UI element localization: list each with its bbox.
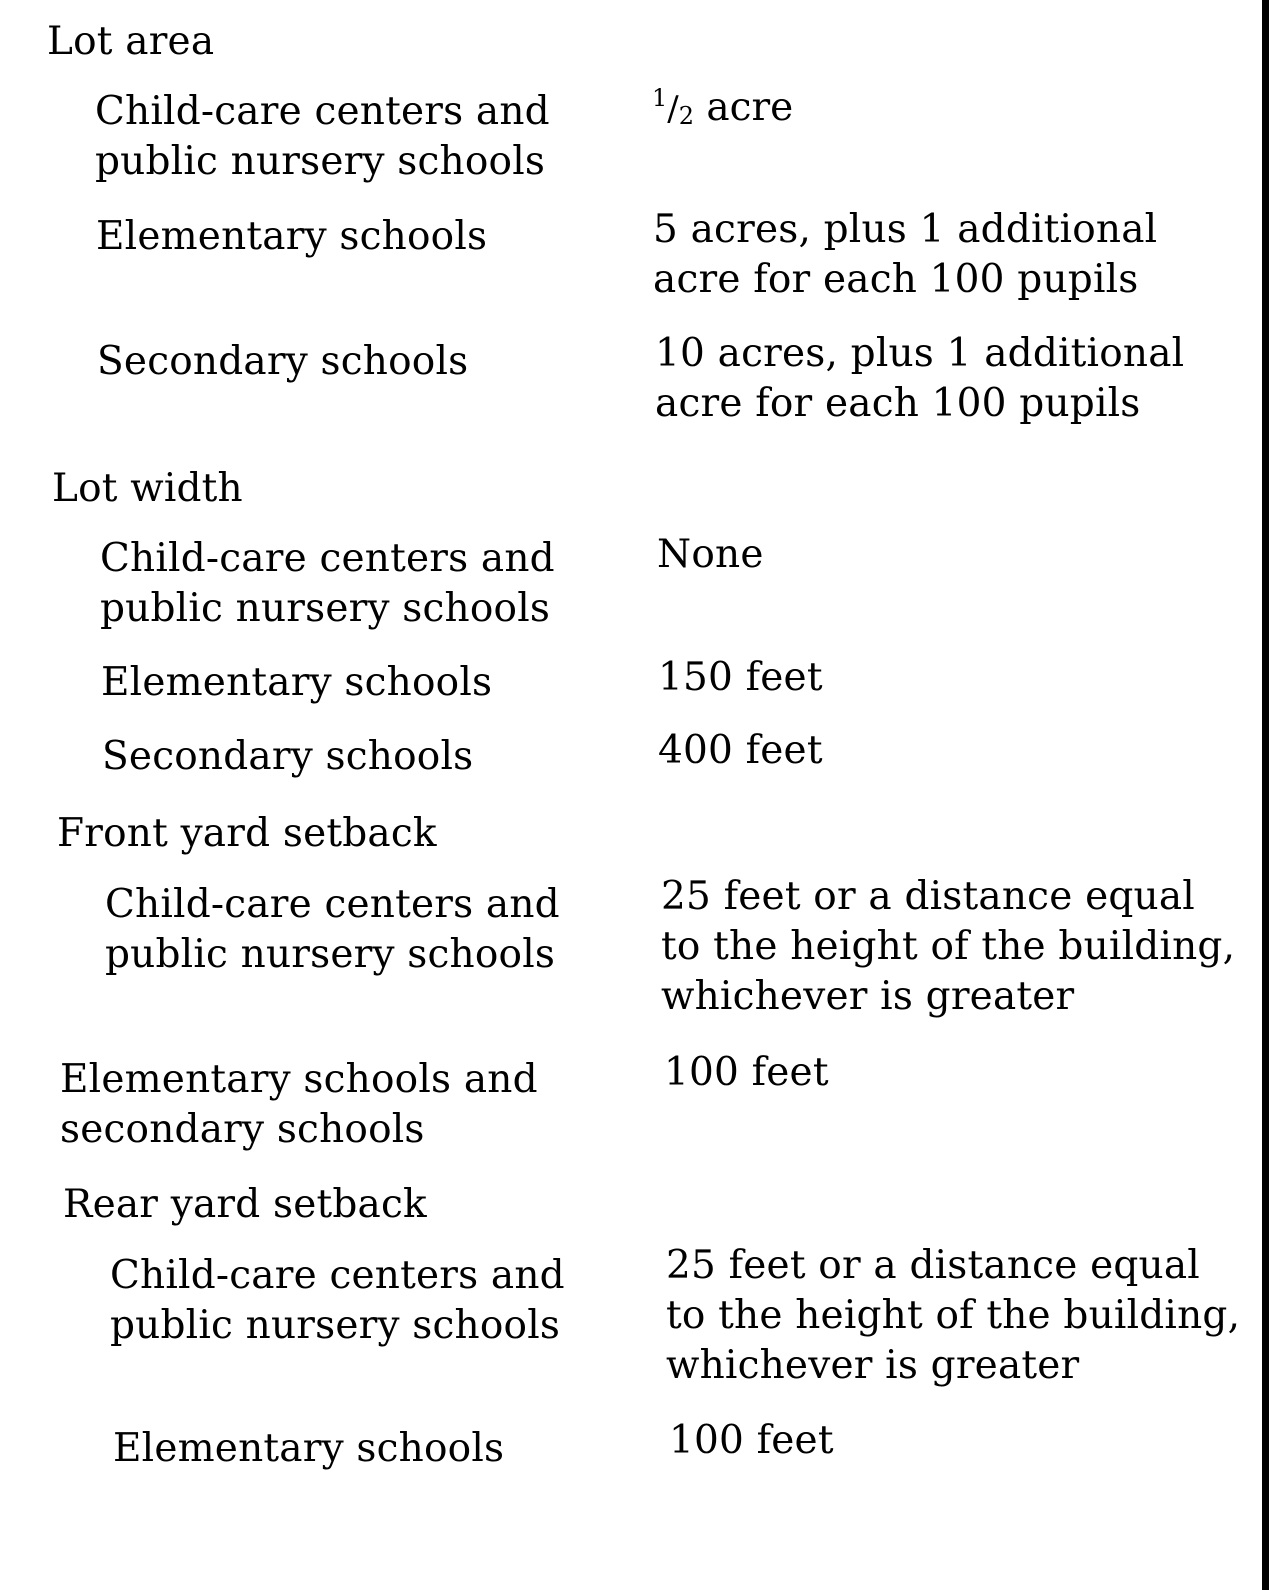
row-value: 150 feet bbox=[658, 655, 823, 700]
section-heading-lot-width: Lot width bbox=[52, 466, 243, 511]
row-label: public nursery schools bbox=[100, 586, 551, 631]
row-value: 25 feet or a distance equal bbox=[666, 1243, 1200, 1288]
row-value: 5 acres, plus 1 additional bbox=[653, 207, 1158, 252]
row-label: Child-care centers and bbox=[105, 882, 560, 927]
row-label: secondary schools bbox=[60, 1107, 425, 1152]
row-label: Elementary schools and bbox=[60, 1057, 538, 1102]
row-value: 10 acres, plus 1 additional bbox=[655, 331, 1185, 376]
row-label: Elementary schools bbox=[101, 660, 493, 705]
row-label: Child-care centers and bbox=[95, 89, 550, 134]
row-value: 25 feet or a distance equal bbox=[661, 874, 1195, 919]
row-label: Secondary schools bbox=[102, 734, 474, 779]
row-value: 100 feet bbox=[669, 1418, 834, 1463]
page-edge-rule bbox=[1262, 0, 1269, 1590]
row-value: acre for each 100 pupils bbox=[653, 257, 1139, 302]
section-heading-rear-yard-setback: Rear yard setback bbox=[63, 1182, 427, 1227]
row-value: 100 feet bbox=[664, 1050, 829, 1095]
row-value: acre for each 100 pupils bbox=[655, 381, 1141, 426]
row-value: None bbox=[657, 532, 764, 577]
section-heading-front-yard-setback: Front yard setback bbox=[57, 811, 437, 856]
section-heading-lot-area: Lot area bbox=[47, 19, 215, 64]
row-label: Secondary schools bbox=[97, 339, 469, 384]
row-label: public nursery schools bbox=[95, 139, 546, 184]
row-value: to the height of the building, bbox=[661, 924, 1236, 969]
row-label: Elementary schools bbox=[96, 214, 488, 259]
row-value: to the height of the building, bbox=[666, 1293, 1241, 1338]
row-value: 400 feet bbox=[658, 728, 823, 773]
row-label: Child-care centers and bbox=[110, 1253, 565, 1298]
row-label: public nursery schools bbox=[105, 932, 556, 977]
row-label: Elementary schools bbox=[113, 1426, 505, 1471]
row-value: whichever is greater bbox=[666, 1343, 1080, 1388]
row-value: whichever is greater bbox=[661, 974, 1075, 1019]
row-value-fraction: $^1$/2 acre bbox=[652, 84, 794, 130]
row-label: Child-care centers and bbox=[100, 536, 555, 581]
row-label: public nursery schools bbox=[110, 1303, 561, 1348]
